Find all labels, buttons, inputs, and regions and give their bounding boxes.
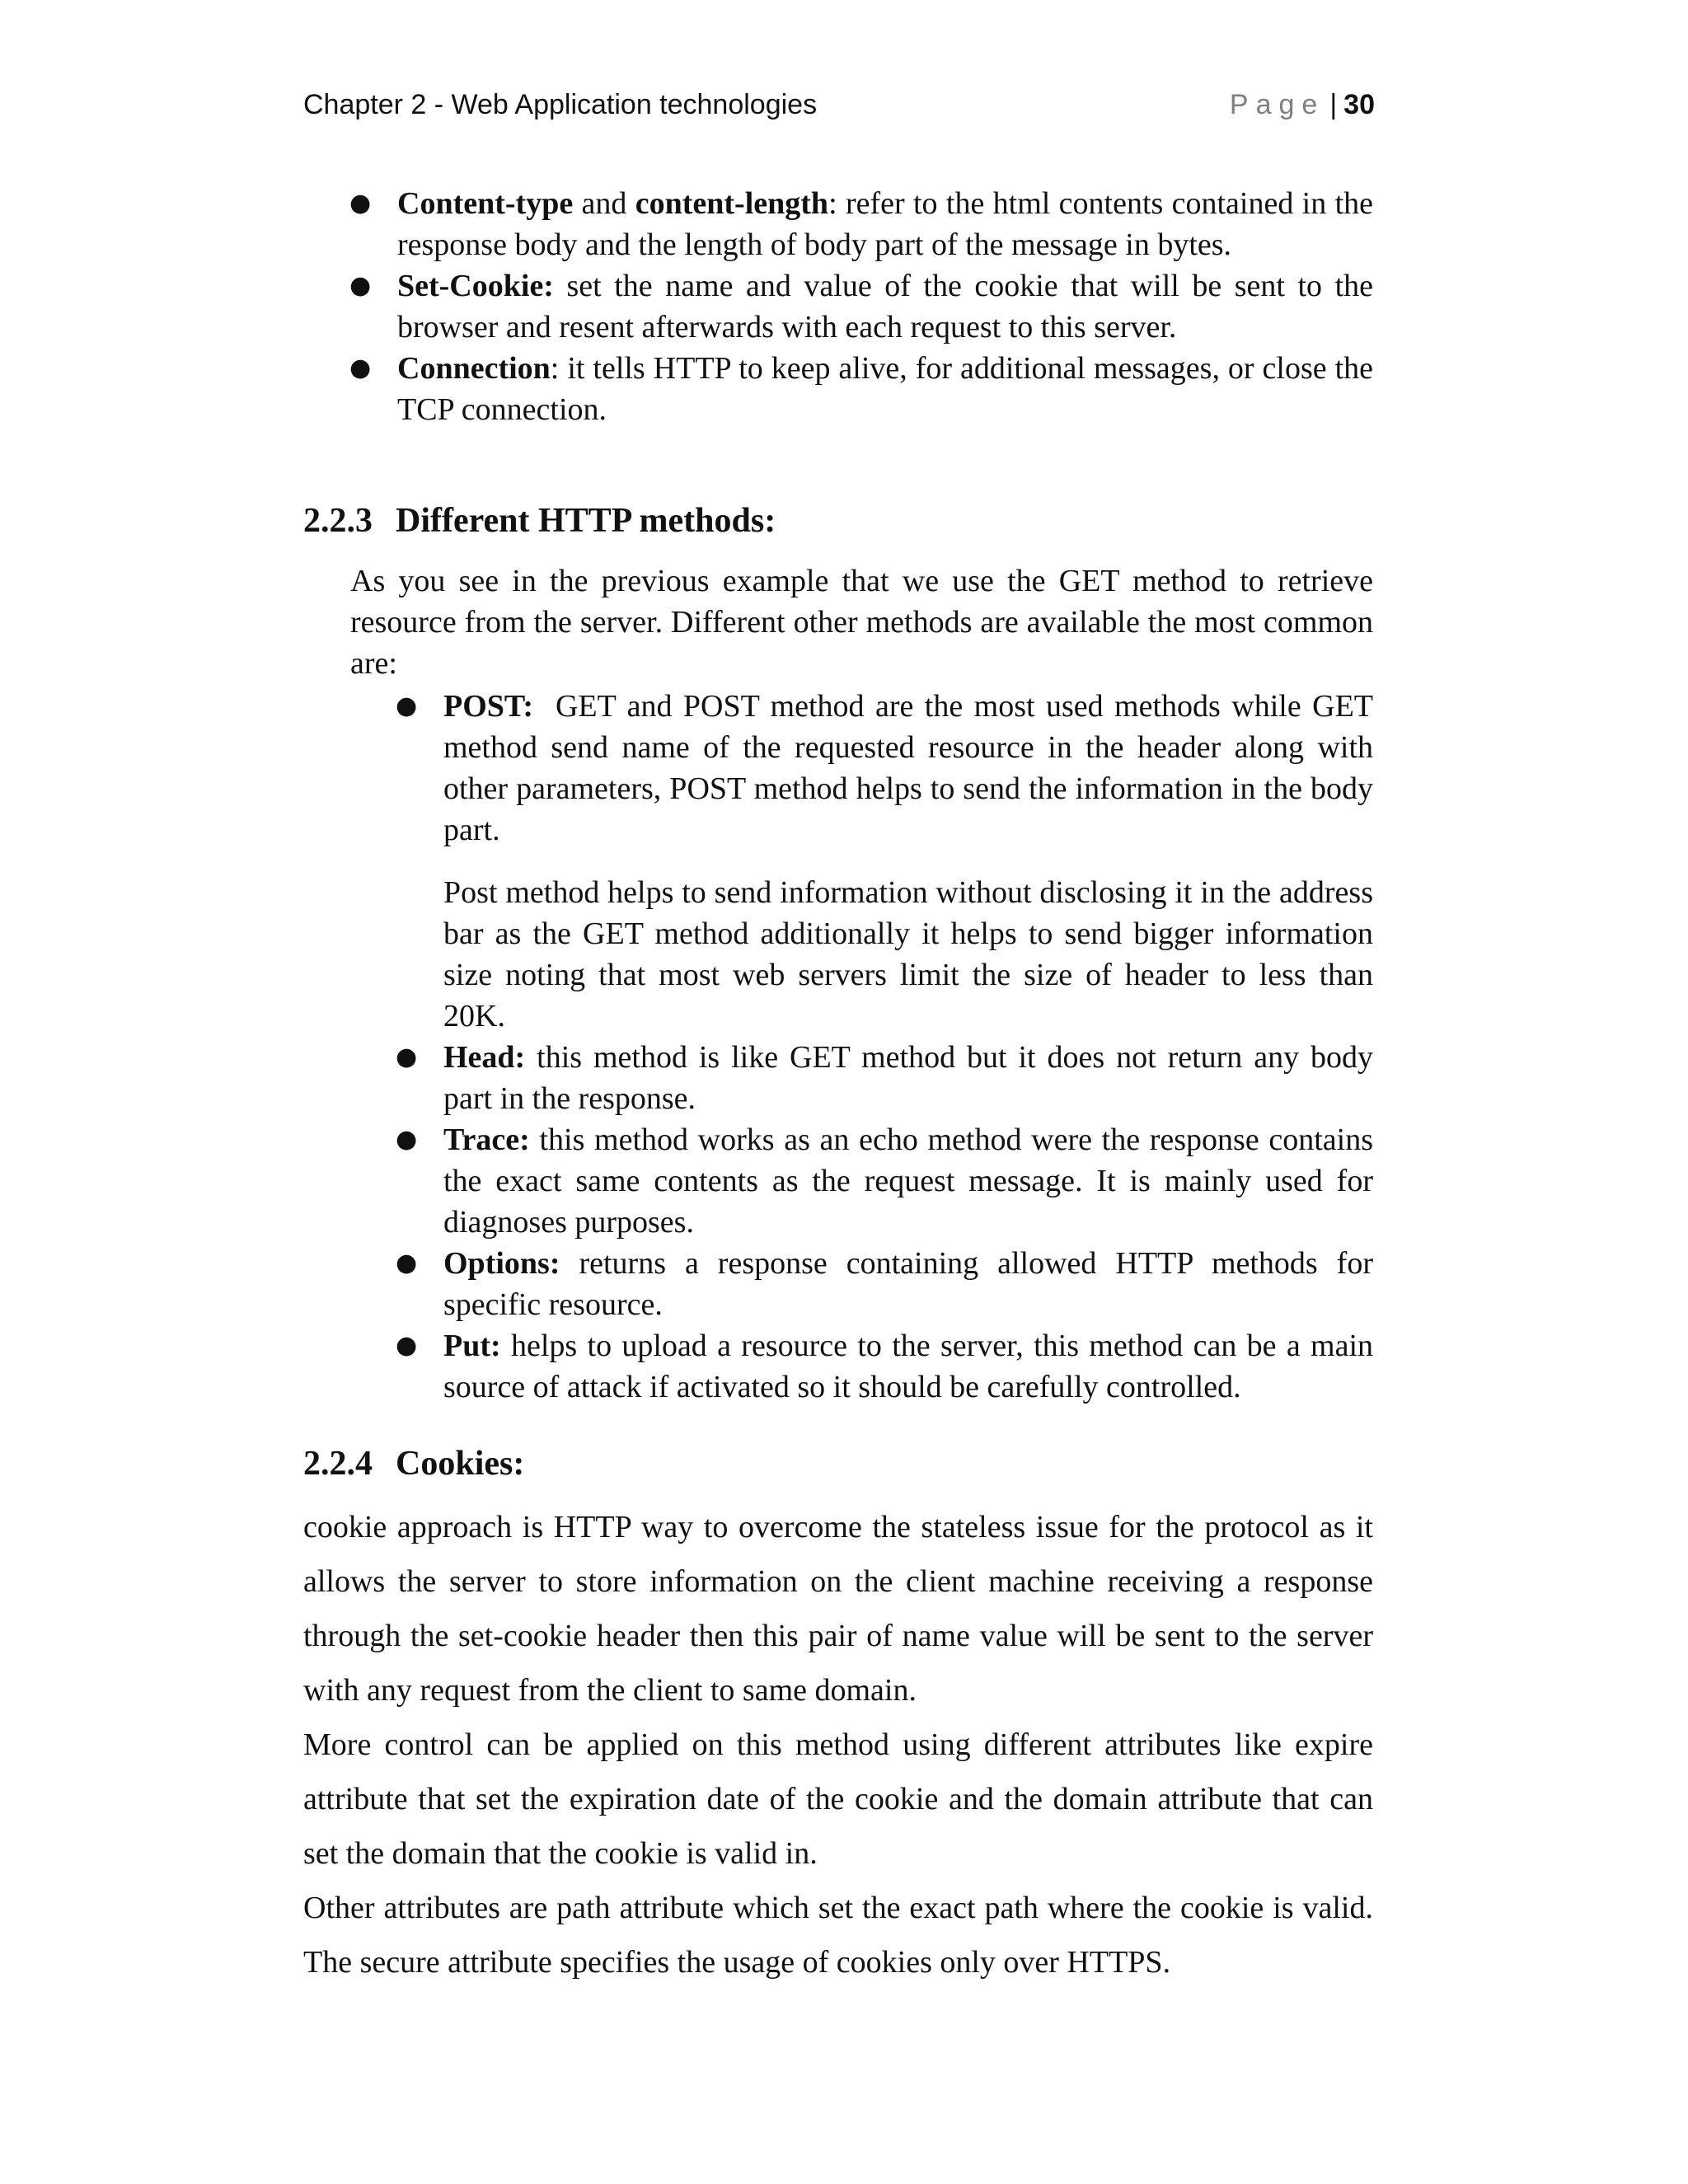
page-indicator: [1230, 89, 1375, 121]
cookie-paragraph: Other attributes are path attribute which set the exact path where the cookie is valid. The secure attribute specifies the usage of cookies only over HTTPS.: [303, 1891, 1373, 1980]
cookie-paragraph: cookie approach is HTTP way to overcome the stateless issue for the protocol as it allows the server to store information on the client machine receiving a response through the set-cookie header then this pair of name value will be sent to the server with any request from the client to same domain.: [303, 1510, 1373, 1708]
page-header: [303, 89, 1375, 129]
list-item: [396, 1037, 1373, 1119]
cookie-paragraph: More control can be applied on this method using different attributes like expire attribute that set the expiration date of the cookie and the domain attribute that can set the domain that the cookie is valid in.: [303, 1727, 1373, 1871]
bullet-icon: ●: [349, 271, 372, 300]
list-text: this method is like GET method but it does not return any body part in the response.: [443, 1040, 1373, 1116]
bullet-icon: ●: [396, 1331, 418, 1360]
bullet-icon: ●: [396, 1125, 418, 1154]
list-joiner: and: [573, 186, 635, 221]
bullet-icon: ●: [349, 354, 372, 382]
header-fields-list: [349, 183, 1373, 430]
list-text: GET and POST method are the most used methods while GET method send name of the requested resource in the header along with other parameters, POST method helps to send the information in the body part.: [443, 689, 1381, 847]
list-text: set the name and value of the cookie that will be sent to the browser and resent afterwards with each request to this server.: [397, 269, 1373, 344]
section-title: Cookies:: [396, 1445, 525, 1483]
section-number: 2.2.4: [303, 1445, 373, 1483]
section-title: Different HTTP methods:: [396, 502, 776, 540]
list-term: Head:: [443, 1040, 526, 1075]
bullet-icon: ●: [396, 691, 418, 720]
bullet-icon: ●: [396, 1249, 418, 1277]
list-term: POST:: [443, 689, 534, 724]
section-intro: As you see in the previous example that we use the GET method to retrieve resource from the server. Different other methods are available the most common are:: [350, 564, 1373, 681]
bullet-icon: ●: [396, 1043, 418, 1071]
section-heading-2-2-3: [303, 501, 776, 541]
list-item: [396, 1119, 1373, 1243]
list-term: Trace:: [443, 1122, 530, 1157]
page-separator: |: [1329, 89, 1338, 120]
list-item: [349, 265, 1373, 348]
list-text: helps to upload a resource to the server, this method can be a main source of attack if activated so it should be carefully controlled.: [443, 1329, 1373, 1404]
list-item: [396, 686, 1381, 1037]
list-term: Put:: [443, 1329, 501, 1363]
list-term: Content-type: [397, 186, 574, 221]
list-text: this method works as an echo method were the response contains the exact same contents as the request message. It is mainly used for diagnoses purposes.: [443, 1122, 1373, 1240]
list-item: [396, 1325, 1373, 1408]
list-term: Options:: [443, 1246, 560, 1281]
page-label: Page: [1229, 89, 1325, 120]
list-text: returns a response containing allowed HTTP methods for specific resource.: [443, 1246, 1373, 1322]
list-text: : refer to the html contents contained in the response body and the length of body part of the message in bytes.: [397, 186, 1373, 262]
list-term: Connection: [397, 351, 551, 386]
page-number: 30: [1343, 89, 1375, 120]
list-text: : it tells HTTP to keep alive, for additional messages, or close the TCP connection.: [397, 351, 1373, 427]
list-term: content-length: [635, 186, 829, 221]
list-item: [396, 1243, 1373, 1325]
chapter-title: Chapter 2 - Web Application technologies: [303, 89, 818, 120]
list-item: [349, 183, 1373, 265]
section-number: 2.2.3: [303, 502, 373, 540]
list-item: [349, 348, 1373, 430]
section-heading-2-2-4: [303, 1444, 524, 1483]
post-extra-paragraph: Post method helps to send information without disclosing it in the address bar as the GET method additionally it helps to send bigger information size noting that most web servers limit the size of header to less than 20K.: [443, 875, 1373, 1033]
bullet-icon: ●: [349, 189, 372, 218]
list-term: Set-Cookie:: [397, 269, 554, 303]
http-methods-list: [396, 686, 1381, 1408]
